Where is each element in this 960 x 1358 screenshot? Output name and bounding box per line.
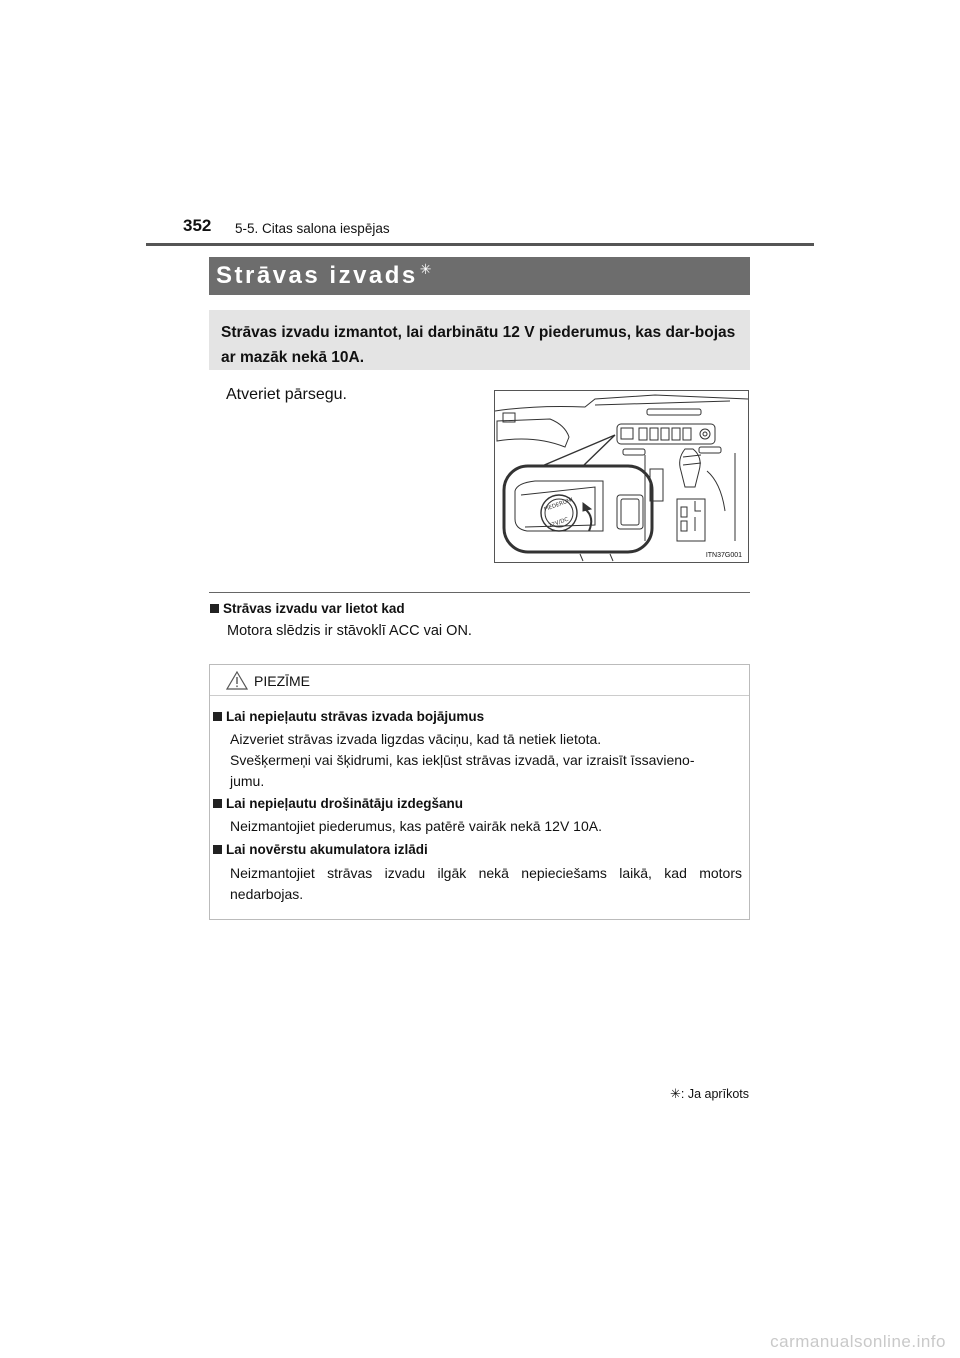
page-title: [216, 261, 432, 290]
instruction-text: Atveriet pārsegu.: [226, 386, 347, 403]
footnote-text: : Ja aprīkots: [680, 1087, 749, 1101]
notice-item-heading-text: Lai novērstu akumulatora izlādi: [226, 842, 428, 857]
notice-item-body: [230, 816, 742, 837]
page-title-text: Strāvas izvads: [216, 262, 418, 289]
notice-item-heading: [213, 709, 484, 724]
notice-item-body: [230, 863, 742, 905]
outlet-cap-text-2: 12V/DC: [547, 516, 570, 530]
usage-heading: [210, 601, 405, 616]
notice-item-heading: [213, 796, 463, 811]
section-divider: [209, 592, 750, 593]
optional-star-icon: ✳: [419, 261, 432, 277]
footnote: [670, 1086, 749, 1102]
bullet-square-icon: [213, 712, 222, 721]
intro-box: [209, 310, 750, 370]
notice-line: Svešķermeņi vai šķidrumi, kas iekļūst strāvas izvadā, var izraisīt īssavieno-: [230, 752, 695, 768]
figure-code: ITN37G001: [705, 552, 742, 559]
notice-item-heading-text: Lai nepieļautu strāvas izvada bojājumus: [226, 709, 485, 724]
bullet-square-icon: [210, 604, 219, 613]
notice-item-heading: [213, 842, 428, 857]
notice-line: jumu.: [230, 773, 265, 789]
notice-line: nedarbojas.: [230, 886, 304, 902]
dashboard-drawing: [495, 391, 748, 562]
notice-item-heading-text: Lai nepieļautu drošinātāju izdegšanu: [226, 796, 464, 811]
notice-box: [209, 664, 750, 920]
section-reference: 5-5. Citas salona iespējas: [235, 221, 390, 236]
title-bar: [209, 257, 750, 295]
notice-header: [210, 665, 749, 696]
notice-item-body: [230, 729, 742, 792]
watermark: carmanualsonline.info: [770, 1332, 946, 1351]
page-number: 352: [183, 216, 212, 235]
power-outlet-illustration: [494, 390, 749, 563]
optional-star-icon: ✳: [670, 1086, 681, 1101]
bullet-square-icon: [213, 799, 222, 808]
notice-line: Neizmantojiet piederumus, kas patērē vairāk nekā 12V 10A.: [230, 818, 602, 834]
header-divider: [146, 243, 814, 246]
notice-title: PIEZĪME: [254, 673, 311, 689]
outlet-cap-text-1: PIEDERUMI: [543, 497, 574, 514]
intro-text: Strāvas izvadu izmantot, lai darbinātu 12 V piederumus, kas dar-bojas ar mazāk nekā 10A.: [221, 324, 736, 366]
usage-heading-text: Strāvas izvadu var lietot kad: [223, 601, 405, 616]
warning-triangle-icon: [226, 671, 248, 690]
usage-body: Motora slēdzis ir stāvoklī ACC vai ON.: [227, 623, 472, 639]
notice-line: Neizmantojiet strāvas izvadu ilgāk nekā nepieciešams laikā, kad motors: [230, 865, 742, 881]
bullet-square-icon: [213, 845, 222, 854]
notice-line: Aizveriet strāvas izvada ligzdas vāciņu, kad tā netiek lietota.: [230, 731, 602, 747]
